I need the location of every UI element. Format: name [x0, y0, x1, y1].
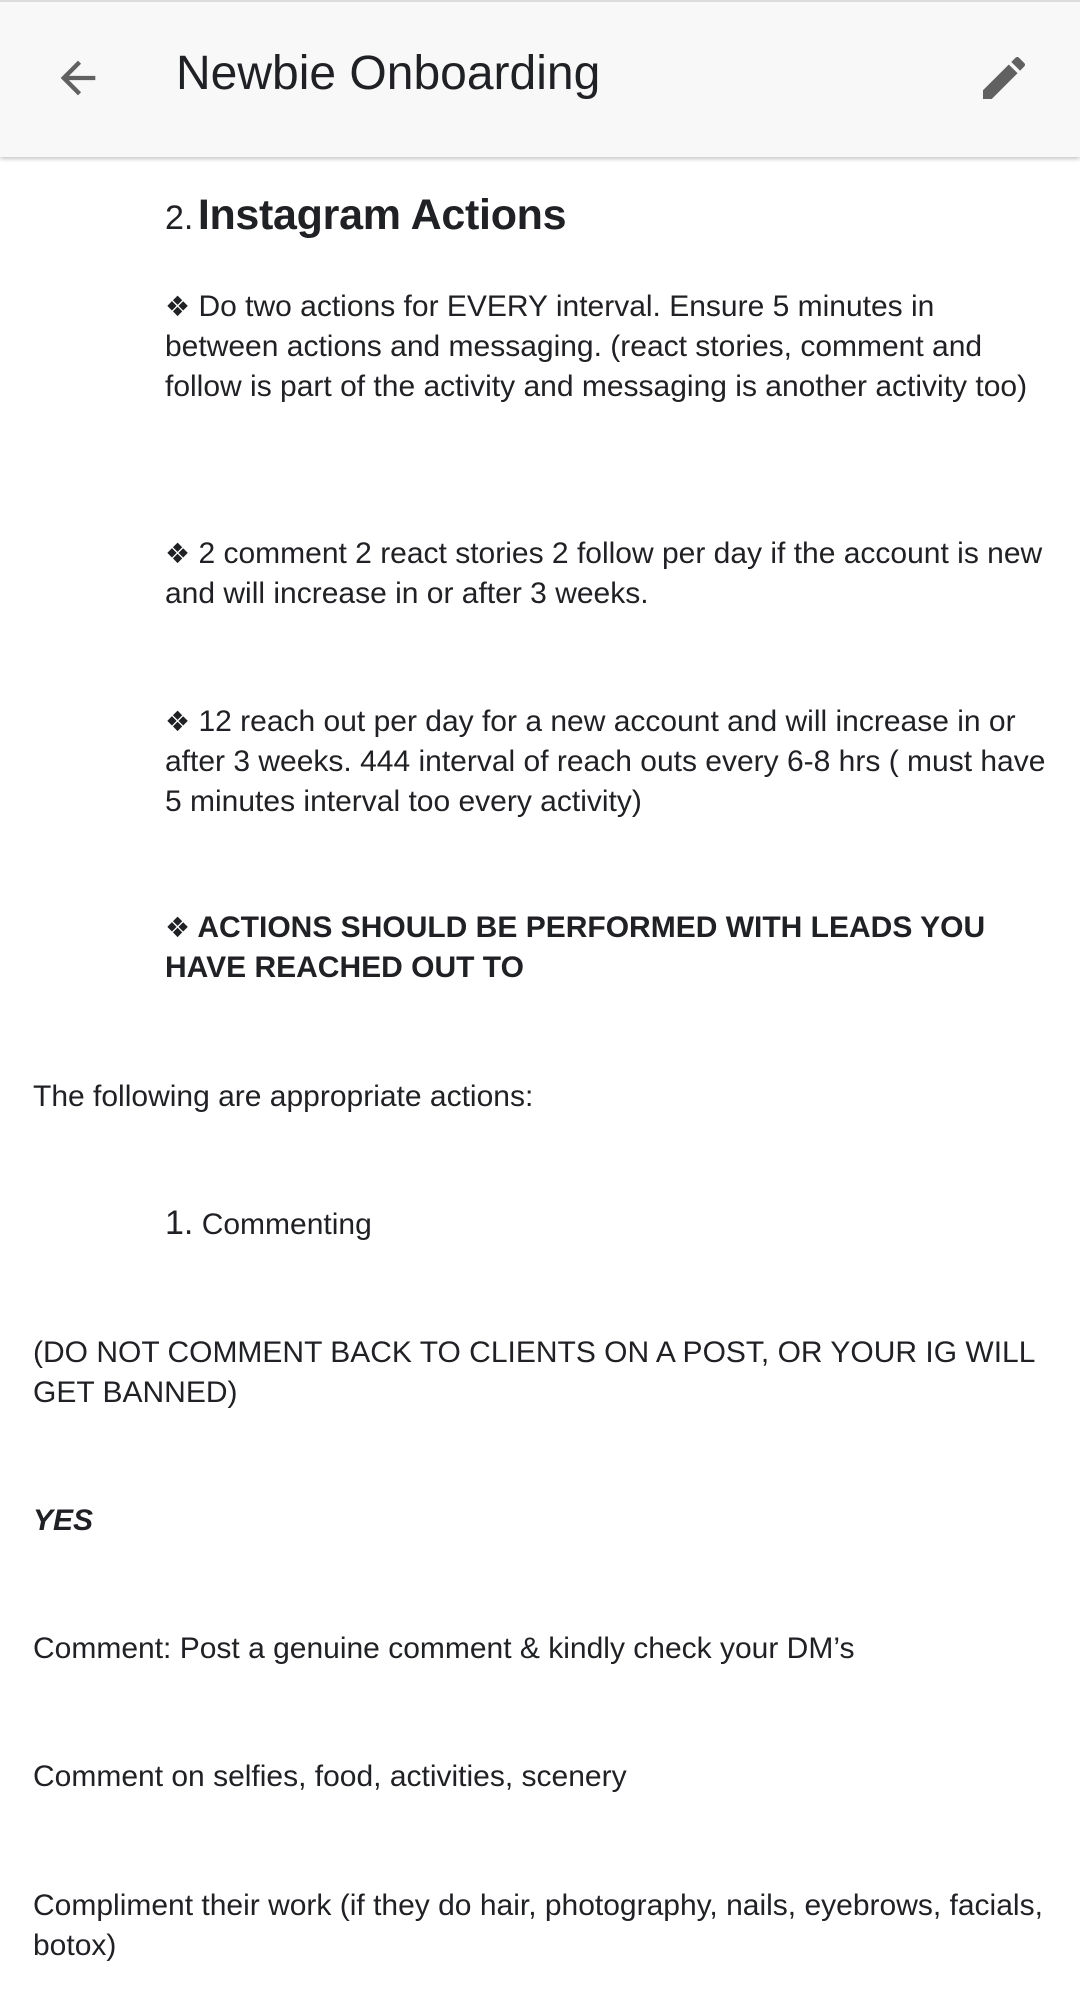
diamond-bullet-icon: ❖ [165, 706, 191, 737]
diamond-bullet-icon: ❖ [165, 912, 191, 943]
section-title: Instagram Actions [197, 191, 567, 239]
list-number: 1. [165, 1204, 194, 1242]
paragraph: Compliment their work (if they do hair, photography, nails, eyebrows, facials, botox) [33, 1889, 1043, 1962]
paragraph: Comment: Post a genuine comment & kindly check your DM’s [33, 1632, 855, 1665]
arrow-back-icon [52, 52, 104, 104]
document-body [0, 157, 1080, 2006]
bullet-text: 12 reach out per day for a new account and will increase in or after 3 weeks. 444 interval of reach outs every 6-8 hrs ( must have 5 minutes interval too every activity) [165, 705, 1046, 818]
bullet-text: ACTIONS SHOULD BE PERFORMED WITH LEADS YOU HAVE REACHED OUT TO [165, 911, 986, 984]
bullet-paragraph [165, 287, 1055, 407]
section-number: 2. [165, 199, 194, 237]
paragraph: Comment on selfies, food, activities, scenery [33, 1760, 627, 1793]
diamond-bullet-icon: ❖ [165, 291, 191, 322]
app-bar [0, 0, 1080, 157]
bullet-text: 2 comment 2 react stories 2 follow per day if the account is new and will increase in or after 3 weeks. [165, 537, 1043, 610]
bullet-text: Do two actions for EVERY interval. Ensure 5 minutes in between actions and messaging. (react stories, comment and follow is part of the activity and messaging is another activity too) [165, 290, 1028, 403]
numbered-list-item [165, 1203, 1055, 1245]
list-item-text: Commenting [201, 1208, 372, 1241]
section-heading [165, 191, 566, 240]
intro-paragraph: The following are appropriate actions: [33, 1080, 534, 1113]
pencil-edit-icon [976, 50, 1032, 106]
back-button[interactable] [40, 40, 116, 116]
bullet-paragraph [165, 702, 1055, 822]
diamond-bullet-icon: ❖ [165, 538, 191, 569]
yes-label: YES [33, 1504, 94, 1537]
warning-paragraph: (DO NOT COMMENT BACK TO CLIENTS ON A POST, OR YOUR IG WILL GET BANNED) [33, 1336, 1035, 1409]
bullet-paragraph [165, 534, 1055, 614]
bullet-paragraph-bold [165, 908, 1055, 988]
edit-button[interactable] [966, 40, 1042, 116]
app-title: Newbie Onboarding [176, 47, 601, 100]
